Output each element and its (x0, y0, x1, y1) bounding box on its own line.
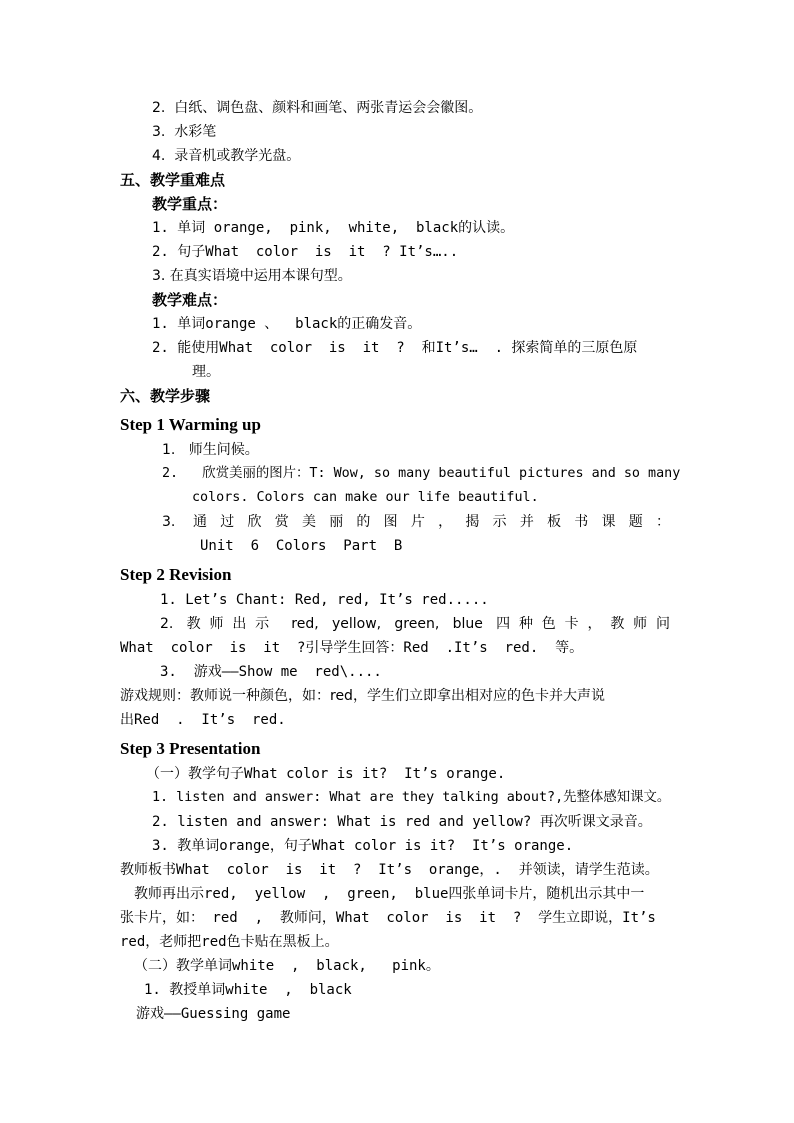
difficult-point-2-continued: 理。 (192, 364, 220, 380)
difficult-point-2: 2. 能使用What color is it ? 和It’s… . 探索简单的三原色原 (152, 340, 638, 356)
step-2-item-1: 1. Let’s Chant: Red, red, It’s red..... (160, 592, 489, 608)
step-3-part-1: （一）教学句子What color is it? It’s orange. (146, 766, 506, 782)
lesson-title: Unit 6 Colors Part B (200, 538, 403, 554)
subheading-key-points: 教学重点： (152, 195, 228, 213)
material-item-2: 2. 白纸、调色盘、颜料和画笔、两张青运会会徽图。 (152, 100, 483, 116)
material-item-4: 4. 录音机或教学光盘。 (152, 148, 301, 164)
step-3-item-2: 2. listen and answer: What is red and yellow? 再次听课文录音。 (152, 814, 652, 830)
step-3-card-activity: 教师再出示red, yellow , green, blue四张单词卡片，随机出示其中一 (134, 886, 645, 902)
step-2-item-2: 2. 教师出示 red, yellow, green, blue 四种色卡，教师问 (160, 616, 670, 632)
step-3-part-2: （二）教学单词white , black, pink。 (134, 958, 440, 974)
key-point-2: 2. 句子What color is it ? It’s….. (152, 244, 459, 260)
material-item-3: 3. 水彩笔 (152, 124, 217, 140)
step-3-item-3: 3. 教单词orange，句子What color is it? It’s orange. (152, 838, 574, 854)
section-heading-6: 六、教学步骤 (120, 387, 211, 405)
step-1-item-2-continued: colors. Colors can make our life beautiful. (192, 490, 539, 505)
section-heading-5: 五、教学重难点 (120, 171, 226, 189)
game-rules-continued: 出Red . It’s red. (120, 712, 286, 728)
step-3-card-activity-line-3: red，老师把red色卡贴在黑板上。 (120, 934, 339, 950)
step-1-item-1: 1. 师生问候。 (162, 442, 259, 458)
key-point-1: 1. 单词 orange, pink, white, black的认读。 (152, 220, 515, 236)
step-1-item-2: 2. 欣赏美丽的图片：T: Wow, so many beautiful pictures and so many (162, 466, 681, 481)
difficult-point-1: 1. 单词orange 、 black的正确发音。 (152, 316, 422, 332)
step-2-heading: Step 2 Revision (120, 565, 232, 584)
subheading-difficult-points: 教学难点： (152, 291, 228, 309)
step-1-item-3: 3. 通过欣赏美丽的图片，揭示并板书课题： (162, 514, 670, 530)
key-point-3: 3. 在真实语境中运用本课句型。 (152, 268, 352, 284)
step-3-board-writing: 教师板书What color is it ? It’s orange，. 并领读，请学生范读。 (120, 862, 659, 878)
game-rules: 游戏规则：教师说一种颜色，如：red，学生们立即拿出相对应的色卡并大声说 (120, 688, 605, 704)
step-2-item-2-continued: What color is it ?引导学生回答：Red .It’s red. 等。 (120, 640, 584, 656)
step-2-item-3: 3. 游戏——Show me red\.... (160, 664, 382, 680)
step-3-item-1: 1. listen and answer: What are they talking about?,先整体感知课文。 (152, 790, 671, 805)
step-1-heading: Step 1 Warming up (120, 415, 261, 434)
guessing-game: 游戏——Guessing game (136, 1006, 291, 1022)
step-3-card-activity-line-2: 张卡片，如： red , 教师问，What color is it ? 学生立即说，It’s (120, 910, 656, 926)
step-3-heading: Step 3 Presentation (120, 739, 261, 758)
step-3-part-2-item-1: 1. 教授单词white , black (144, 982, 352, 998)
